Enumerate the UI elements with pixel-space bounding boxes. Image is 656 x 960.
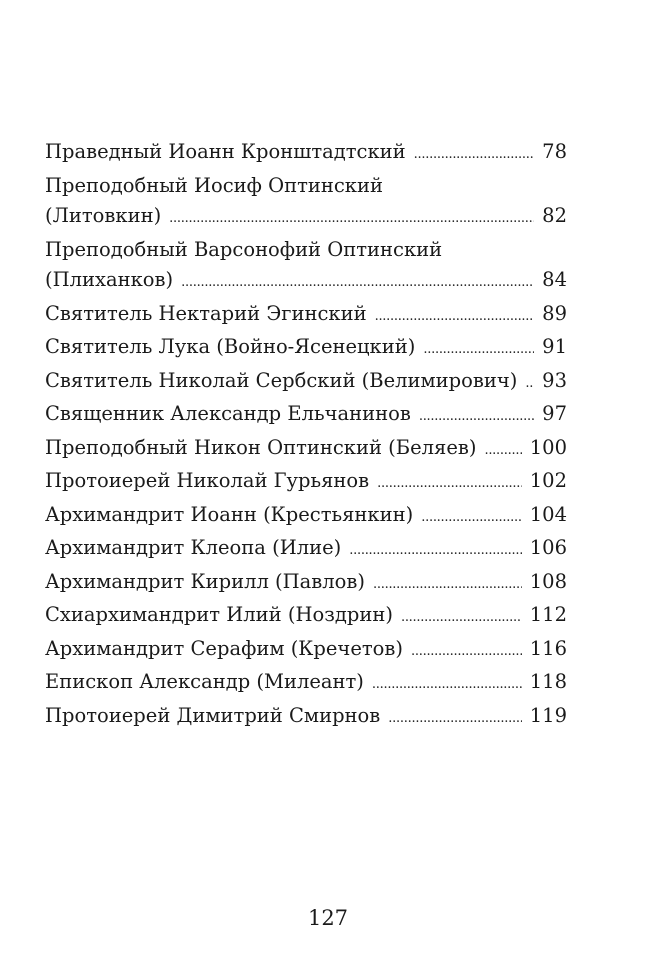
toc-entry-page: 106	[529, 536, 567, 559]
toc-entry-page: 116	[529, 636, 567, 660]
toc-entry-title: Священник Александр Ельчанинов	[45, 402, 411, 425]
dot-leader	[372, 670, 522, 701]
toc-entry-page: 89	[542, 301, 567, 325]
toc-entry-title: Архимандрит Иоанн (Крестьянкин)	[45, 502, 414, 526]
toc-entry-title: Протоиерей Николай Гурьянов	[45, 469, 370, 492]
toc-entry	[45, 634, 567, 668]
toc-entry-page: 82	[542, 204, 567, 227]
toc-entry-title: Протоиерей Димитрий Смирнов	[45, 703, 381, 727]
dot-leader	[169, 204, 534, 235]
dot-leader	[484, 436, 521, 467]
toc-entry-title: Преподобный Иосиф Оптинский	[45, 173, 383, 197]
dot-leader	[401, 603, 522, 634]
toc-entry	[45, 500, 567, 534]
toc-entry	[45, 235, 567, 299]
toc-entry	[45, 667, 567, 701]
toc-entry	[45, 701, 567, 735]
toc-entry-title: Архимандрит Серафим (Кречетов)	[45, 636, 403, 660]
dot-leader	[419, 402, 534, 433]
toc-entry	[45, 137, 567, 171]
toc-entry-title: Преподобный Никон Оптинский (Беляев)	[45, 435, 477, 459]
toc-entry-title: Архимандрит Клеопа (Илие)	[45, 536, 342, 559]
toc-entry-title: Святитель Лука (Войно-Ясенецкий)	[45, 335, 416, 358]
toc-entry-page: 102	[529, 469, 567, 492]
toc-entry-page: 97	[542, 402, 567, 425]
toc-entry	[45, 567, 567, 601]
dot-leader	[423, 335, 534, 366]
toc-entry-title: Архимандрит Кирилл (Павлов)	[45, 569, 365, 593]
toc-entry-title: Святитель Николай Сербский (Велимирович)	[45, 368, 518, 392]
dot-leader	[411, 637, 522, 668]
table-of-contents	[45, 137, 567, 734]
toc-entry-page: 84	[542, 268, 567, 291]
toc-entry	[45, 433, 567, 467]
toc-entry-title-continued: (Плиханков)	[45, 268, 174, 291]
toc-entry-page: 112	[529, 603, 567, 626]
toc-entry-title: Преподобный Варсонофий Оптинский	[45, 237, 443, 261]
toc-entry-page: 108	[529, 569, 567, 593]
toc-entry-page: 100	[529, 435, 567, 459]
toc-entry	[45, 533, 567, 567]
toc-entry-page: 78	[542, 140, 567, 163]
dot-leader	[375, 302, 535, 333]
dot-leader	[421, 503, 522, 534]
dot-leader	[373, 570, 522, 601]
dot-leader	[414, 140, 535, 171]
toc-entry	[45, 299, 567, 333]
toc-entry-page: 93	[542, 368, 567, 392]
toc-entry-page: 119	[529, 703, 567, 727]
toc-entry-title: Святитель Нектарий Эгинский	[45, 301, 367, 325]
dot-leader	[377, 469, 522, 500]
toc-entry-page: 104	[529, 502, 567, 526]
dot-leader	[525, 369, 534, 400]
toc-entry	[45, 399, 567, 433]
dot-leader	[349, 536, 522, 567]
dot-leader	[181, 268, 534, 299]
toc-entry-title-continued: (Литовкин)	[45, 204, 162, 227]
toc-entry	[45, 600, 567, 634]
toc-entry	[45, 366, 567, 400]
toc-entry-page: 118	[529, 670, 567, 693]
dot-leader	[388, 704, 521, 735]
toc-entry-title: Праведный Иоанн Кронштадтский	[45, 140, 406, 163]
toc-entry	[45, 171, 567, 235]
toc-entry-page: 91	[542, 335, 567, 358]
toc-entry	[45, 466, 567, 500]
toc-entry	[45, 332, 567, 366]
page-number: 127	[307, 906, 349, 930]
toc-entry-title: Схиархимандрит Илий (Ноздрин)	[45, 603, 393, 626]
toc-entry-title: Епископ Александр (Милеант)	[45, 670, 364, 693]
